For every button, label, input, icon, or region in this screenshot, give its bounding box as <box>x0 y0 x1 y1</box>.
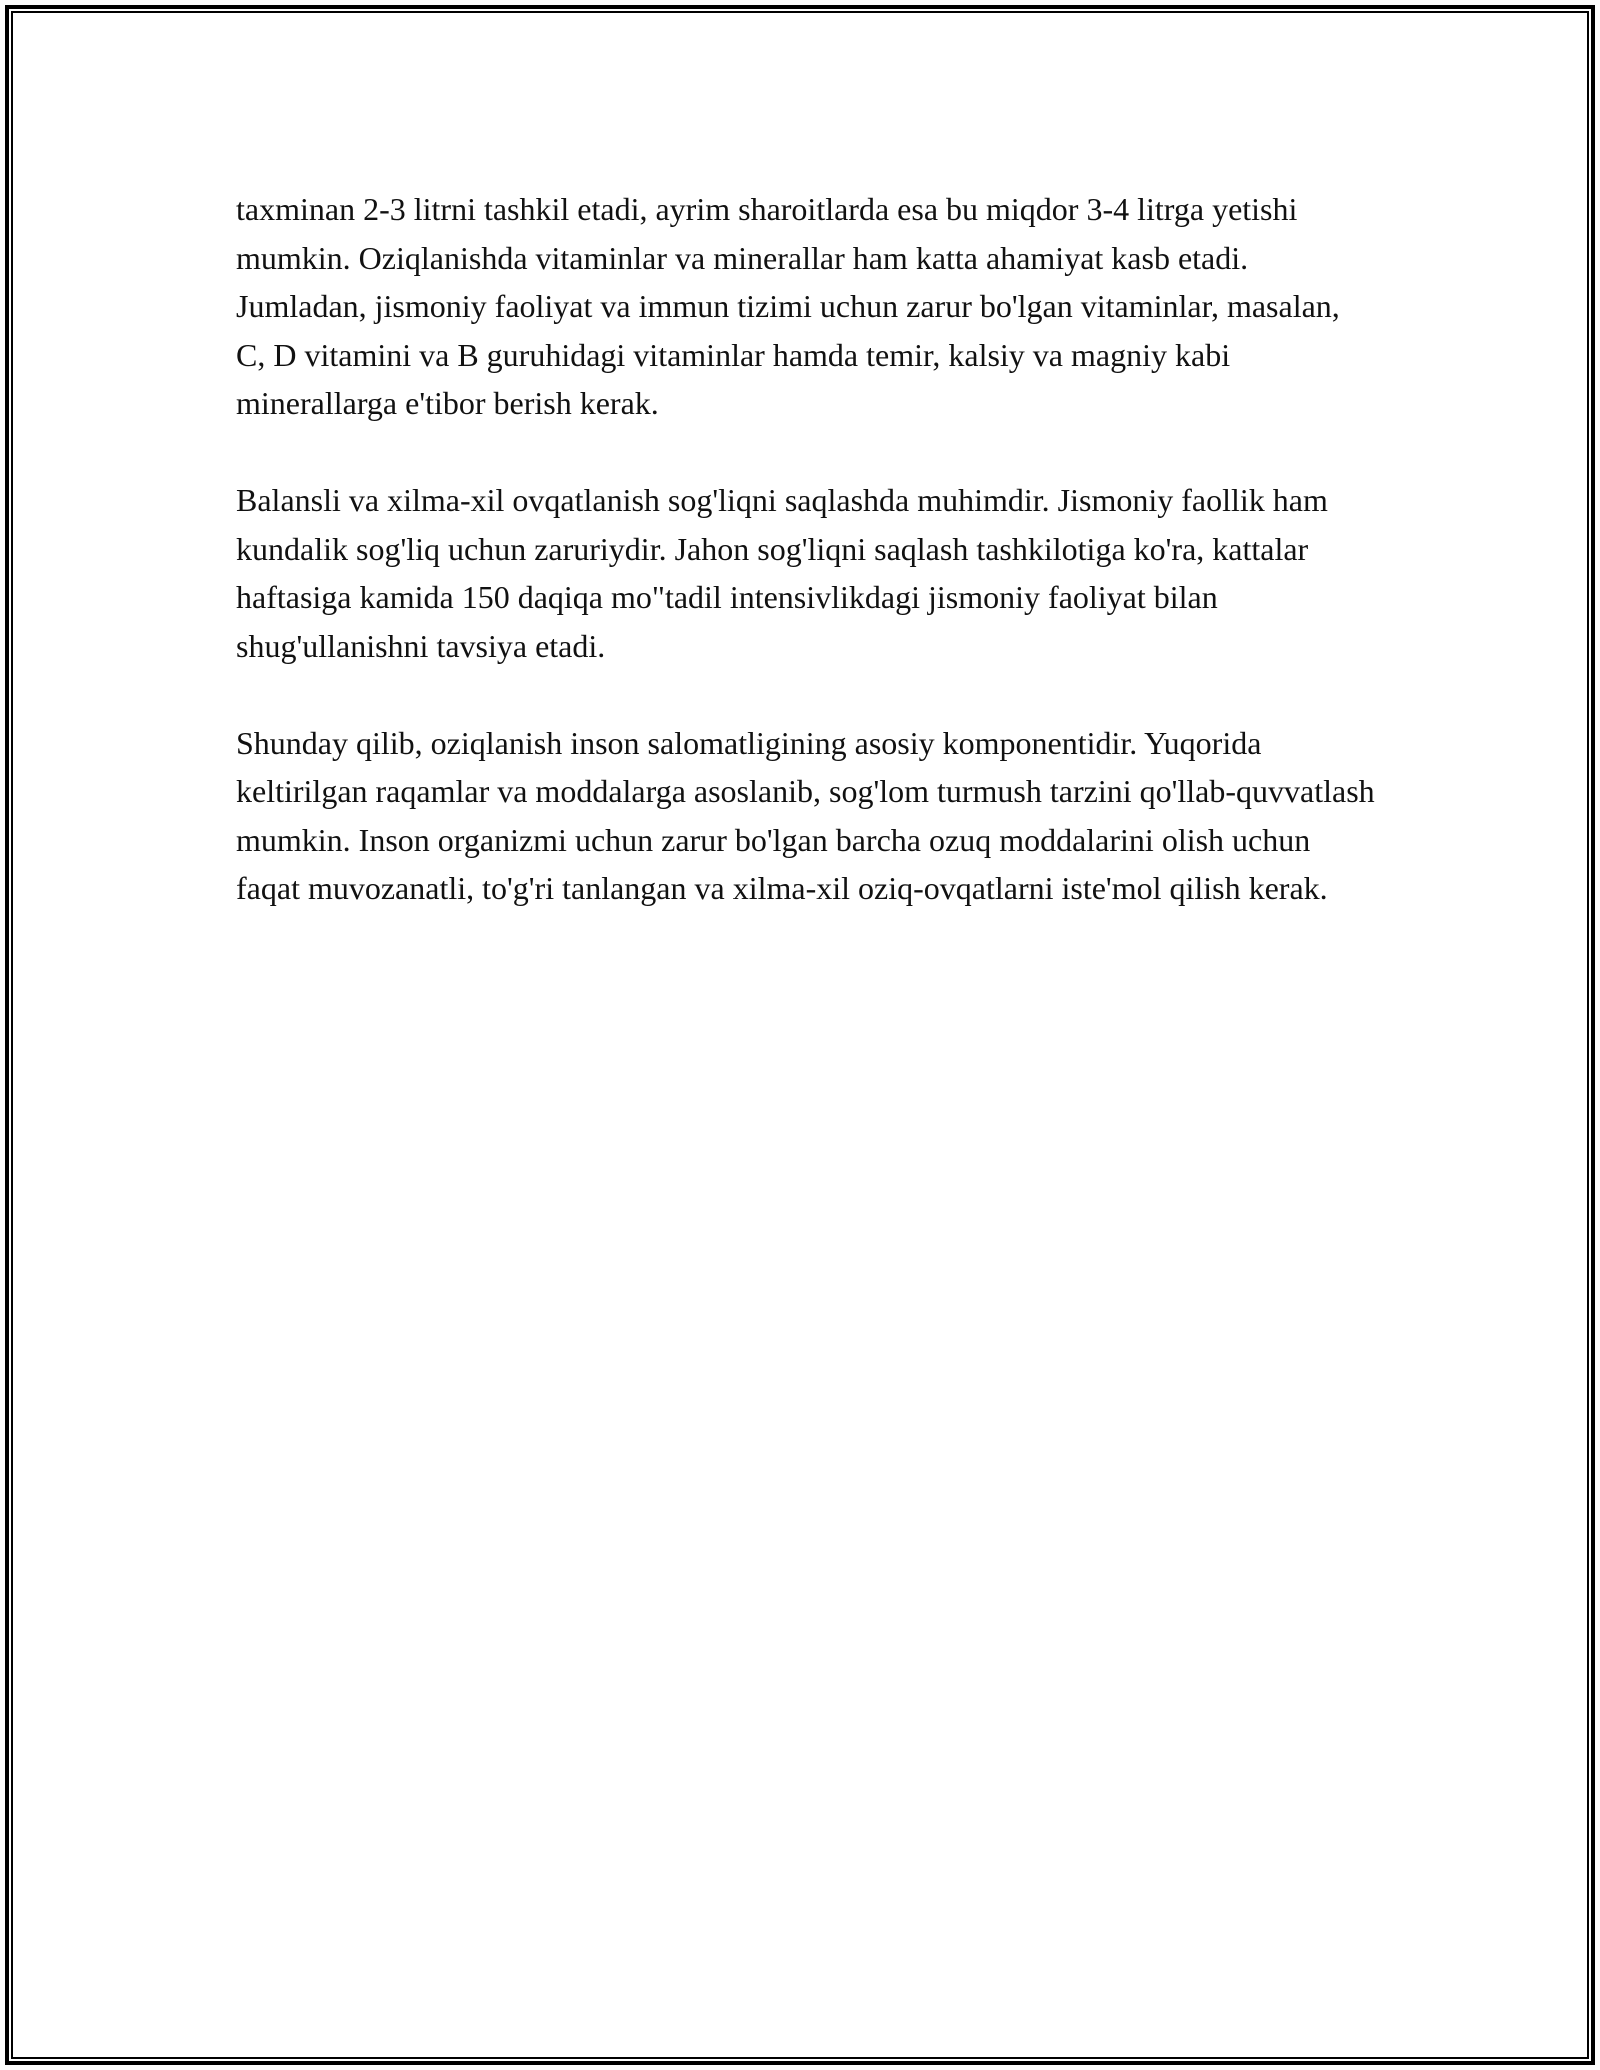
paragraph-1: taxminan 2-3 litrni tashkil etadi, ayrim sharoitlarda esa bu miqdor 3-4 litrga yetishi mumkin. Oziqlanishda vitaminlar va minerallar ham katta ahamiyat kasb etadi. Jumladan, jismoniy faoliyat va immun tizimi uchun zarur bo'lgan vitaminlar, masalan, C, D vitamini va B guruhidagi vitaminlar hamda temir, kalsiy va magniy kabi minerallarga e'tibor berish kerak. <box>236 191 1340 421</box>
paragraph-2: Balansli va xilma-xil ovqatlanish sog'liqni saqlashda muhimdir. Jismoniy faollik ham kundalik sog'liq uchun zaruriydir. Jahon sog'liqni saqlash tashkilotiga ko'ra, kattalar haftasiga kamida 150 daqiqa mo"tadil intensivlikdagi jismoniy faoliyat bilan shug'ullanishni tavsiya etadi. <box>236 482 1328 664</box>
paragraph-3: Shunday qilib, oziqlanish inson salomatligining asosiy komponentidir. Yuqorida keltirilgan raqamlar va moddalarga asoslanib, sog'lom turmush tarzini qo'llab-quvvatlash mumkin. Inson organizmi uchun zarur bo'lgan barcha ozuq moddalarini olish uchun faqat muvozanatli, to'g'ri tanlangan va xilma-xil oziq-ovqatlarni iste'mol qilish kerak. <box>236 724 1375 906</box>
document-body <box>236 185 1376 961</box>
